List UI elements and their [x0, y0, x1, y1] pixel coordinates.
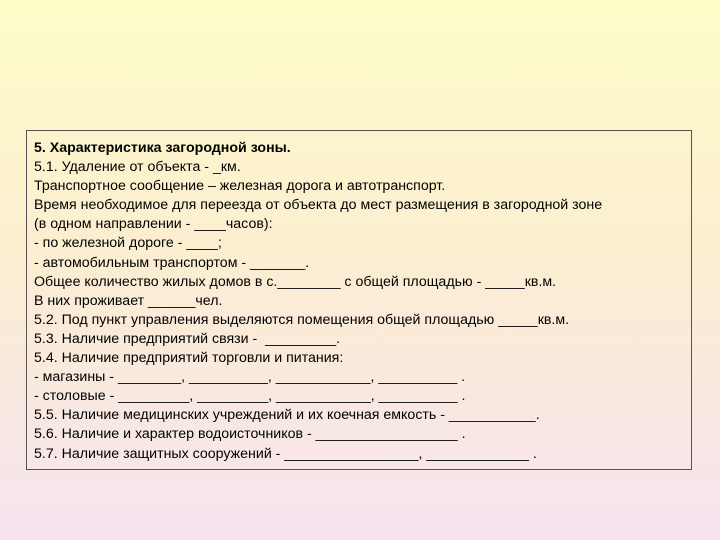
text-line-distance: 5.1. Удаление от объекта - _км.	[34, 159, 241, 176]
text-line-residents: В них проживает ______чел.	[34, 292, 223, 309]
text-line-medical: 5.5. Наличие медицинских учреждений и их коечная емкость - ___________.	[34, 407, 540, 424]
text-line-railway: - по железной дороге - ____;	[34, 235, 222, 252]
text-line-road: - автомобильным транспортом - _______.	[34, 254, 310, 271]
text-line-canteens: - столовые - _________, _________, ____________, __________ .	[34, 388, 466, 405]
text-line-trade: 5.4. Наличие предприятий торговли и питания:	[34, 350, 344, 367]
text-line-one-direction: (в одном направлении - ____часов):	[34, 216, 273, 233]
text-line-control-point: 5.2. Под пункт управления выделяются помещения общей площадью _____кв.м.	[34, 311, 570, 328]
text-line-travel-time: Время необходимое для переезда от объекта до мест размещения в загородной зоне	[34, 197, 603, 214]
text-line-communications: 5.3. Наличие предприятий связи - _________.	[34, 330, 341, 347]
text-line-shelters: 5.7. Наличие защитных сооружений - _________________, _____________ .	[34, 445, 537, 462]
text-line-houses: Общее количество жилых домов в с.________ с общей площадью - _____кв.м.	[34, 273, 557, 290]
document-text-box	[26, 130, 692, 470]
text-line-transport: Транспортное сообщение – железная дорога и автотранспорт.	[34, 178, 446, 195]
text-line-water: 5.6. Наличие и характер водоисточников - __________________ .	[34, 426, 466, 443]
text-line-shops: - магазины - ________, __________, ____________, __________ .	[34, 369, 466, 386]
section-heading: 5. Характеристика загородной зоны.	[34, 140, 291, 156]
